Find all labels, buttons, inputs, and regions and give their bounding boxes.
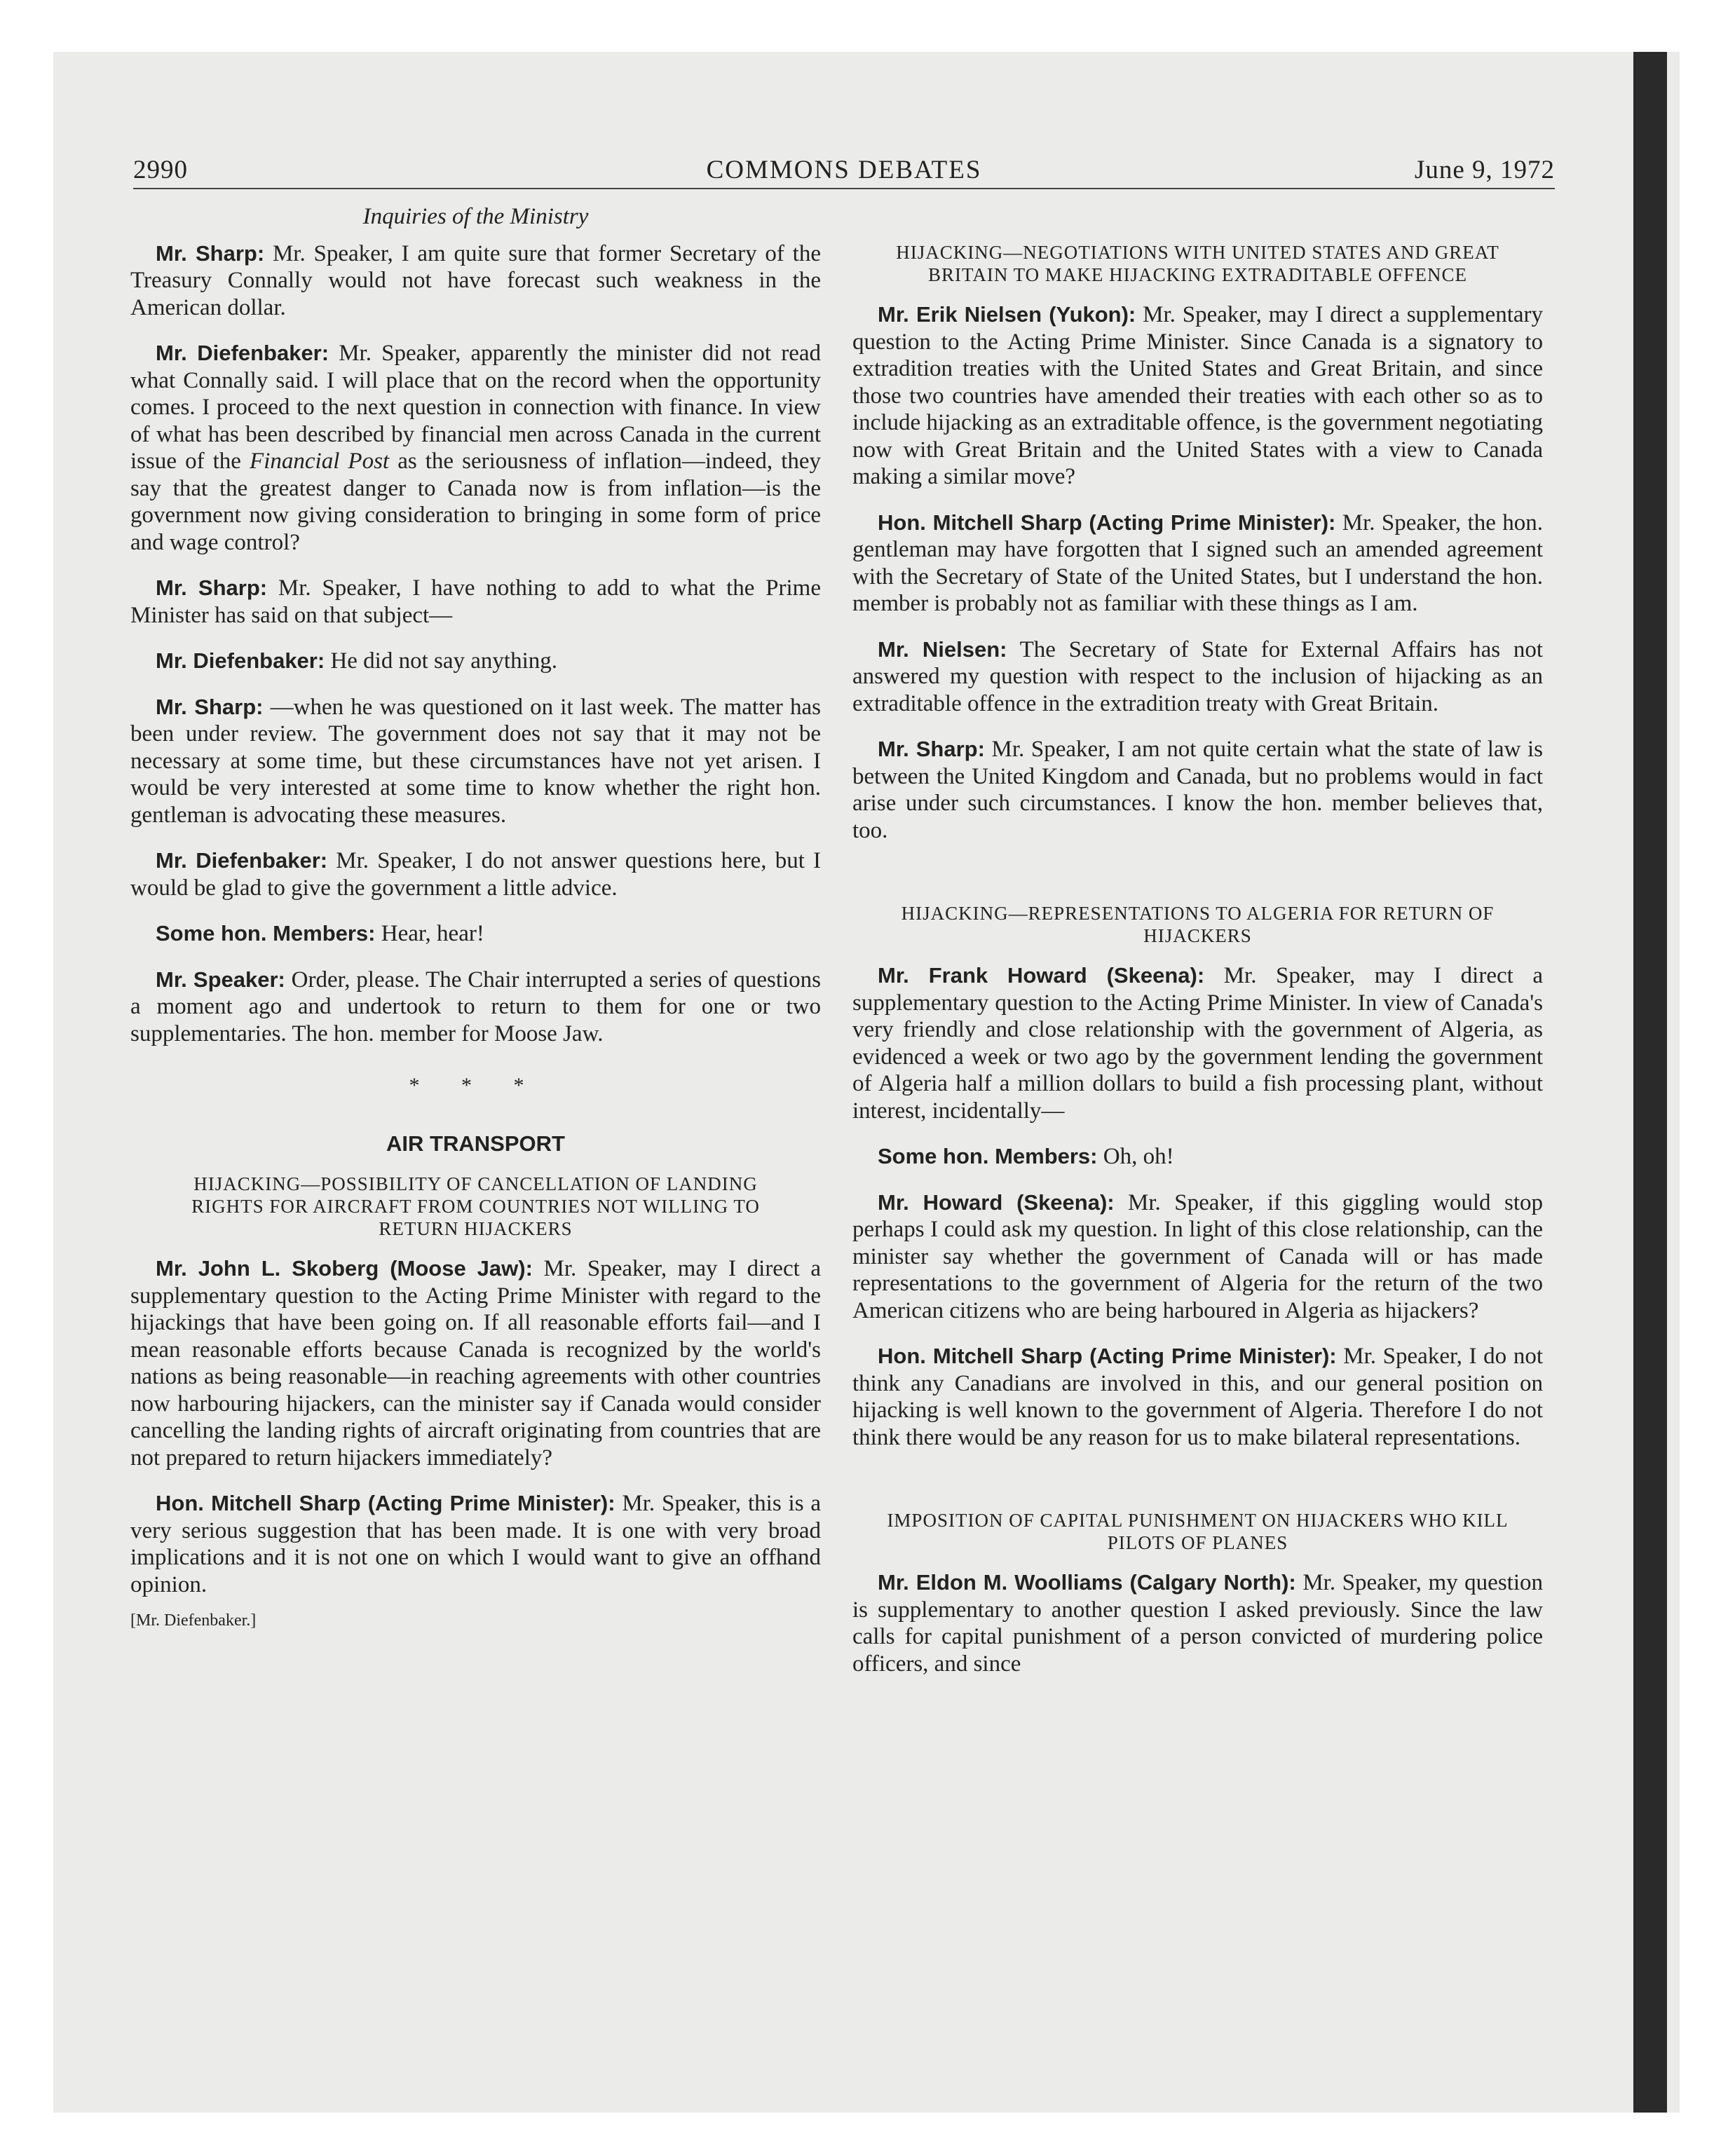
paragraph (852, 1189, 1543, 1325)
paragraph-text: Mr. Speaker, I have nothing to add to what the Prime Minister has said on that subject— (130, 575, 821, 628)
speaker-name: Some hon. Members: (878, 1144, 1098, 1168)
paragraph-text: as the seriousness of inflation—indeed, they say that the greatest danger to Canada now is from inflation—is the government now giving consideration to bringing in some form of price and wage control? (130, 449, 822, 555)
section-title: AIR TRANSPORT (386, 1131, 565, 1156)
paragraph (130, 1255, 821, 1471)
paragraph (130, 694, 821, 829)
subheading: HIJACKING—REPRESENTATIONS TO ALGERIA FOR RETURN OF HIJACKERS (901, 903, 1495, 946)
paragraph (852, 1569, 1543, 1677)
spacer (852, 1470, 1543, 1509)
paragraph-text: Mr. Speaker, may I direct a supplementary question to the Acting Prime Minister with regard to the hijackings that have been going on. If all reasonable efforts fail—and I mean reasonable efforts because Canada is recognized by the world's nations as being reasonable—in reaching agreements with other countries now harbouring hijackers, can the minister say if Canada would consider cancelling the landing rights of aircraft originating from countries that are not prepared to return hijackers immediately? (130, 1256, 822, 1471)
speaker-name: Some hon. Members: (156, 921, 376, 946)
subheading: IMPOSITION OF CAPITAL PUNISHMENT ON HIJACKERS WHO KILL PILOTS OF PLANES (887, 1510, 1509, 1553)
speaker-name: Mr. Sharp: (878, 737, 985, 761)
speaker-name: Mr. Eldon M. Woolliams (Calgary North): (878, 1570, 1296, 1595)
paragraph (852, 301, 1543, 491)
paragraph-text: He did not say anything. (330, 648, 557, 674)
speaker-name: Hon. Mitchell Sharp (Acting Prime Minister): (878, 1344, 1337, 1368)
paragraph (130, 847, 821, 901)
speaker-name: Mr. John L. Skoberg (Moose Jaw): (156, 1256, 533, 1281)
paragraph (130, 340, 821, 556)
paragraph-text: Mr. Speaker, this is a very serious suggestion that has been made. It is one with very broad implications and it is not one on which I would want to give an offhand opinion. (130, 1491, 822, 1597)
section-divider-stars: * * * (409, 1074, 543, 1097)
speaker-name: Mr. Erik Nielsen (Yukon): (878, 302, 1136, 327)
page-number: 2990 (133, 156, 188, 184)
paragraph-text: The Secretary of State for External Affairs has not answered my question with respect to the inclusion of hijacking as an extraditable offence in the extradition treaty with Great Britain. (852, 636, 1543, 716)
speaker-name: Mr. Frank Howard (Skeena): (878, 963, 1205, 988)
paragraph-text: Oh, oh! (1103, 1144, 1174, 1169)
paragraph (130, 575, 821, 629)
left-column (130, 203, 821, 1635)
paragraph (852, 636, 1543, 718)
paragraph-text: Mr. Speaker, I am quite sure that former Secretary of the Treasury Connally would not have forecast such weakness in the American dollar. (130, 240, 821, 320)
speaker-name: Mr. Diefenbaker: (156, 648, 325, 673)
subheading: HIJACKING—POSSIBILITY OF CANCELLATION OF LANDING RIGHTS FOR AIRCRAFT FROM COUNTRIES NOT WILLING TO RETURN HIJACKERS (191, 1173, 760, 1239)
paragraph (130, 240, 821, 322)
speaker-footnote: [Mr. Diefenbaker.] (130, 1611, 257, 1630)
paragraph (130, 967, 821, 1048)
paragraph (130, 1490, 821, 1598)
speaker-name: Mr. Sharp: (156, 575, 268, 600)
paragraph (852, 1143, 1543, 1171)
paragraph-text: Mr. Speaker, if this giggling would stop perhaps I could ask my question. In light of this close relationship, can the minister say whether the government of Canada will or has made representations to the government of Algeria for the return of the two American citizens who are being harboured in Algeria as hijackers? (852, 1189, 1543, 1323)
paragraph (130, 648, 821, 675)
speaker-name: Mr. Speaker: (156, 967, 285, 992)
paragraph (852, 736, 1543, 844)
spacer (852, 863, 1543, 902)
speaker-name: Mr. Diefenbaker: (156, 848, 328, 873)
publication-date: June 9, 1972 (1414, 156, 1555, 184)
paragraph-text: Mr. Speaker, I do not think any Canadians are involved in this, and our general position on hijacking is well known to the government of Algeria. Therefore I do not think there would be any reason for us to make bilateral representations. (852, 1344, 1543, 1450)
paragraph (852, 1343, 1543, 1451)
paragraph-text: Mr. Speaker, may I direct a supplementary question to the Acting Prime Minister. In view of Canada's very friendly and close relationship with the government of Algeria, as evidenced a week or two ago by the government lending the government of Algeria half a million dollars to build a fish processing plant, without interest, incidentally— (852, 963, 1543, 1124)
paragraph-text: Mr. Speaker, the hon. gentleman may have forgotten that I signed such an amended agreement with the Secretary of State of the United States, but I understand the hon. member is probably not as familiar with these things as I am. (852, 510, 1544, 616)
page-edge-shadow (1633, 52, 1667, 2113)
paragraph-text: —when he was questioned on it last week. The matter has been under review. The government does not say that it may not be necessary at some time, but these circumstances have not yet arisen. I would be very interested at some time to know whether the right hon. gentleman is advocating these measures. (130, 694, 822, 828)
right-column (852, 241, 1543, 1696)
paragraph-text: Mr. Speaker, I do not answer questions here, but I would be glad to give the government a little advice. (130, 848, 822, 901)
paragraph-text: Hear, hear! (381, 921, 484, 946)
paragraph (852, 962, 1543, 1124)
speaker-name: Mr. Sharp: (156, 240, 265, 266)
running-head: Inquiries of the Ministry (362, 204, 589, 229)
paragraph-text: Order, please. The Chair interrupted a series of questions a moment ago and undertook to return to them for one or two supplementaries. The hon. member for Moose Jaw. (130, 967, 821, 1046)
speaker-name: Mr. Sharp: (156, 694, 264, 719)
paragraph-text: Mr. Speaker, may I direct a supplementary question to the Acting Prime Minister. Since Canada is a signatory to extradition treaties with the United States and Great Britain, and since those two countries have amended their treaties with each other so as to include hijacking as an extraditable offence, is the government negotiating now with Great Britain and the United States with a view to Canada making a similar move? (852, 302, 1543, 489)
page-header (133, 150, 1555, 189)
subheading: HIJACKING—NEGOTIATIONS WITH UNITED STATES AND GREAT BRITAIN TO MAKE HIJACKING EXTRADITABLE OFFENCE (896, 242, 1499, 285)
paragraph-text: Mr. Speaker, apparently the minister did not read what Connally said. I will place that on the record when the opportunity comes. I proceed to the next question in connection with finance. In view of what has been described by financial men across Canada in the current issue of the (130, 341, 821, 474)
publication-title: COMMONS DEBATES (706, 156, 982, 184)
speaker-name: Hon. Mitchell Sharp (Acting Prime Minister): (156, 1491, 615, 1515)
speaker-name: Mr. Nielsen: (878, 636, 1007, 662)
speaker-name: Mr. Diefenbaker: (156, 341, 329, 365)
paragraph-text: Mr. Speaker, I am not quite certain what the state of law is between the United Kingdom and Canada, but no problems would in fact arise under such circumstances. I know the hon. member believes that, too. (852, 737, 1544, 843)
speaker-name: Hon. Mitchell Sharp (Acting Prime Minister): (878, 510, 1336, 535)
speaker-name: Mr. Howard (Skeena): (878, 1189, 1115, 1215)
paragraph (852, 510, 1543, 618)
paragraph (130, 920, 821, 948)
publication-name: Financial Post (250, 449, 390, 474)
paragraph-text: Mr. Speaker, my question is supplementary to another question I asked previously. Since the law calls for capital punishment of a person convicted of murdering police officers, and since (852, 1570, 1544, 1677)
